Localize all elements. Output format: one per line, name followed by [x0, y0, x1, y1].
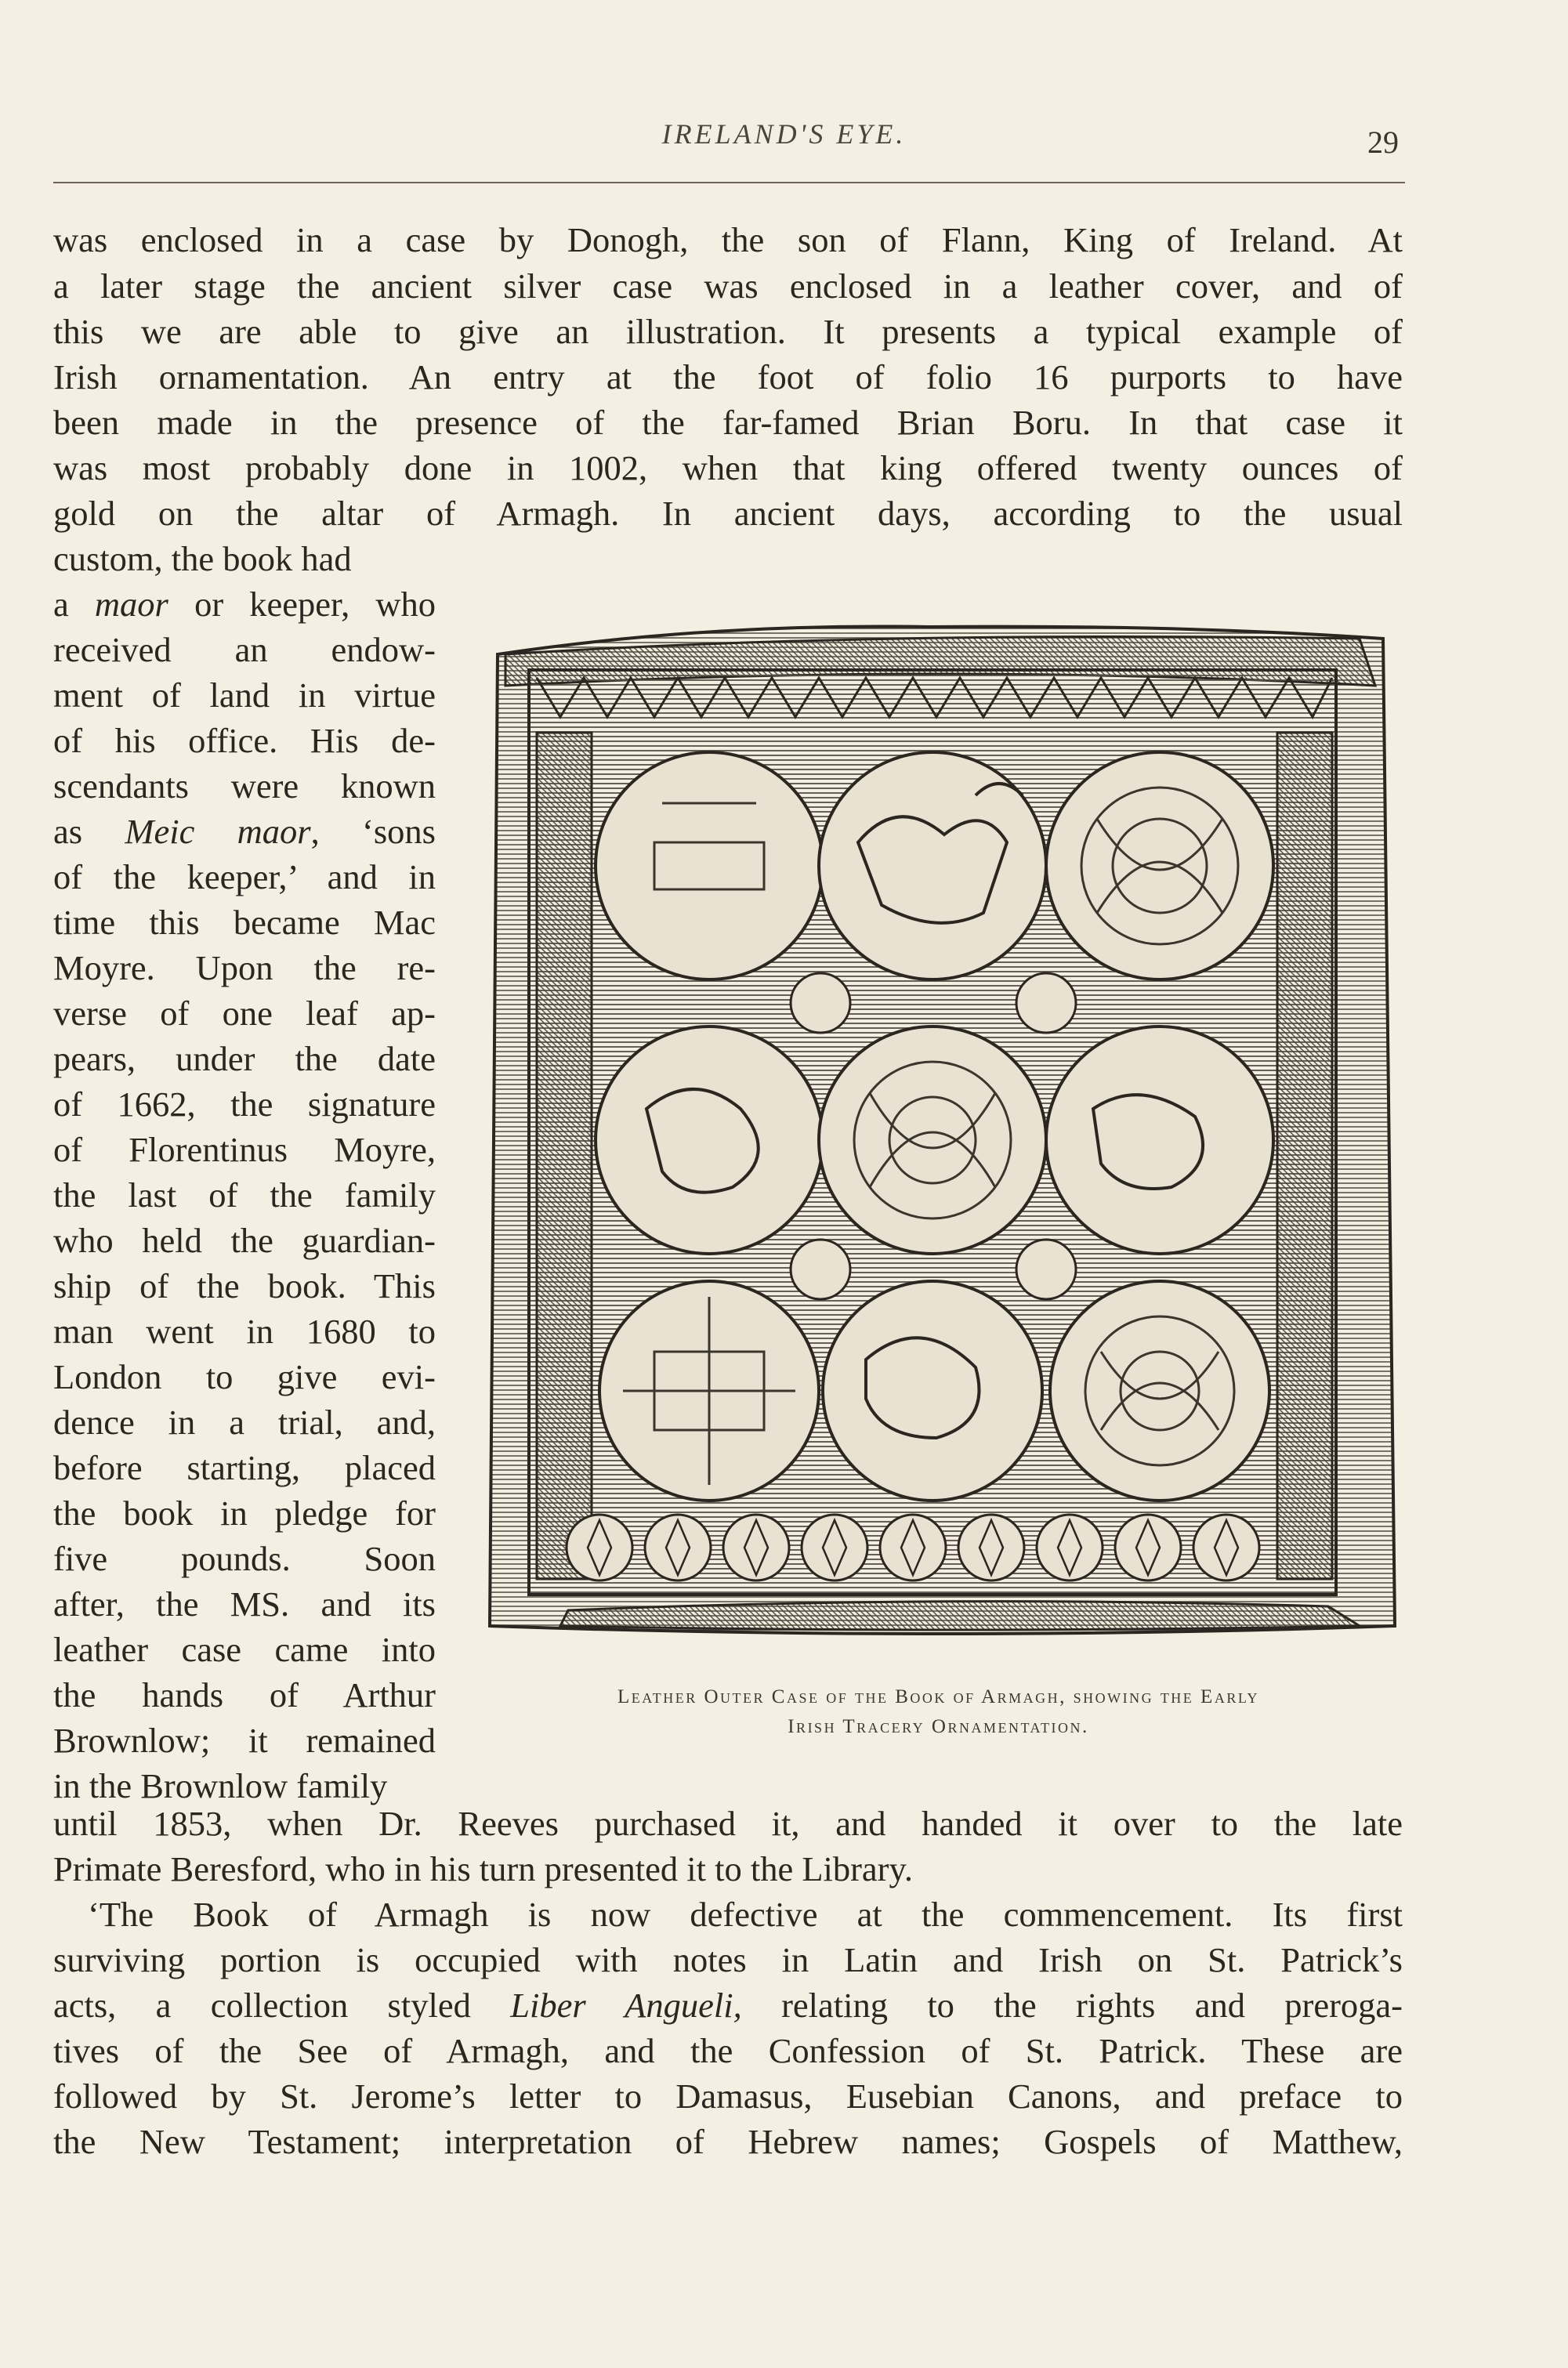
text-line: Irish ornamentation. An entry at the foot of folio 16 purports to have	[53, 357, 1403, 396]
text-line: in the Brownlow family	[53, 1766, 388, 1805]
text-line: gold on the altar of Armagh. In ancient days, according to the usual	[53, 494, 1403, 533]
text-line: of his office. His de-	[53, 721, 436, 760]
text-line: verse of one leaf ap-	[53, 994, 436, 1033]
text-line: custom, the book had	[53, 539, 352, 578]
text-line: of the keeper,’ and in	[53, 857, 436, 896]
text-line: followed by St. Jerome’s letter to Damasus, Eusebian Canons, and preface to	[53, 2077, 1403, 2116]
text-fragment: relating to the rights and preroga-	[781, 1986, 1403, 2025]
text-line: before starting, placed	[53, 1448, 436, 1487]
text-line: tives of the See of Armagh, and the Confession of St. Patrick. These are	[53, 2031, 1403, 2070]
text-line: leather case came into	[53, 1630, 436, 1669]
text-fragment: acts, a collection styled	[53, 1986, 511, 2025]
text-line: the book in pledge for	[53, 1494, 436, 1533]
text-line	[53, 581, 436, 627]
text-line: was most probably done in 1002, when that king offered twenty ounces of	[53, 448, 1403, 487]
text-line: a later stage the ancient silver case was enclosed in a leather cover, and of	[53, 266, 1403, 306]
text-fragment: a	[53, 585, 95, 624]
text-line: after, the MS. and its	[53, 1584, 436, 1624]
text-line: ment of land in virtue	[53, 675, 436, 715]
text-line	[53, 1982, 1403, 2028]
header-rule	[53, 182, 1405, 183]
text-line: Brownlow; it remained	[53, 1721, 436, 1760]
text-line: who held the guardian-	[53, 1221, 436, 1260]
text-line: London to give evi-	[53, 1357, 436, 1396]
text-line: dence in a trial, and,	[53, 1403, 436, 1442]
text-line: received an endow-	[53, 630, 436, 669]
text-fragment: or keeper, who	[194, 585, 436, 624]
figure-caption-line: Leather Outer Case of the Book of Armagh, showing the Early	[617, 1686, 1260, 1707]
text-line: man went in 1680 to	[53, 1312, 436, 1351]
text-line: the hands of Arthur	[53, 1675, 436, 1714]
text-line: been made in the presence of the far-famed Brian Boru. In that case it	[53, 403, 1403, 442]
italic-term: Meic maor	[125, 812, 311, 851]
text-line: this we are able to give an illustration. It presents a typical example of	[53, 312, 1403, 351]
text-line: five pounds. Soon	[53, 1539, 436, 1578]
text-line: scendants were known	[53, 766, 436, 806]
text-line: ‘The Book of Armagh is now defective at the commencement. Its first	[88, 1895, 1403, 1934]
text-line: the New Testament; interpretation of Hebrew names; Gospels of Matthew,	[53, 2122, 1403, 2161]
text-fragment: , ‘sons	[310, 812, 436, 851]
text-line: pears, under the date	[53, 1039, 436, 1078]
page-number: 29	[1367, 125, 1399, 160]
text-line: surviving portion is occupied with notes in Latin and Irish on St. Patrick’s	[53, 1940, 1403, 1979]
text-line: ship of the book. This	[53, 1266, 436, 1305]
text-fragment: as	[53, 812, 125, 851]
text-line	[53, 809, 436, 854]
text-line: Moyre. Upon the re-	[53, 948, 436, 987]
text-line: until 1853, when Dr. Reeves purchased it, and handed it over to the late	[53, 1804, 1403, 1843]
italic-term: Liber Angueli,	[510, 1986, 742, 2025]
text-line: was enclosed in a case by Donogh, the son of Flann, King of Ireland. At	[53, 220, 1403, 259]
figure-caption-line: Irish Tracery Ornamentation.	[788, 1716, 1089, 1737]
running-head: IRELAND'S EYE.	[661, 118, 907, 150]
text-line: of Florentinus Moyre,	[53, 1130, 436, 1169]
text-line: time this became Mac	[53, 903, 436, 942]
leather-case-illustration	[474, 607, 1399, 1649]
italic-term: maor	[94, 585, 168, 624]
text-line: Primate Beresford, who in his turn presented it to the Library.	[53, 1849, 913, 1888]
text-line: the last of the family	[53, 1175, 436, 1215]
text-line: of 1662, the signature	[53, 1084, 436, 1124]
